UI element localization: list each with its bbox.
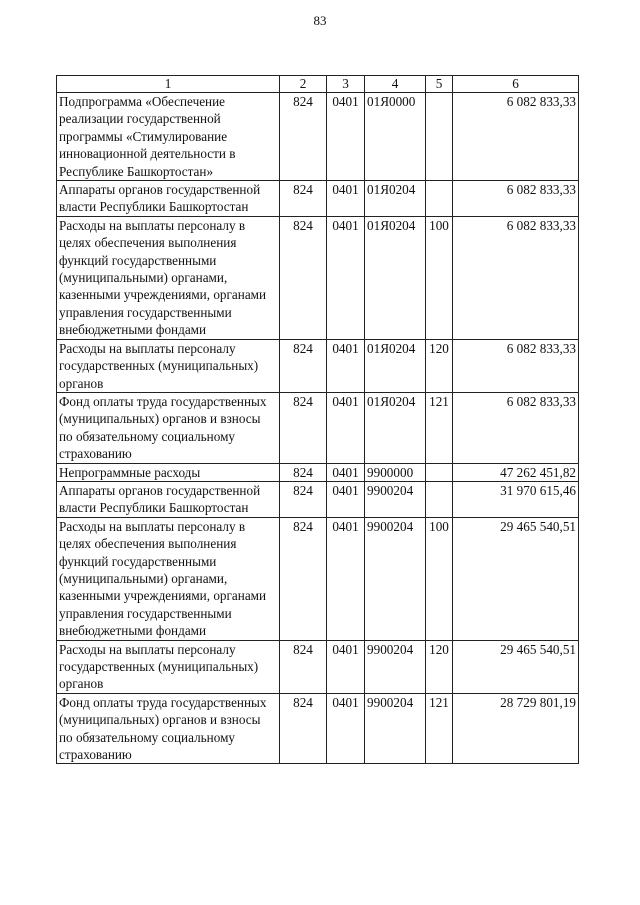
row-gr: 824 <box>280 392 327 463</box>
row-sum: 6 082 833,33 <box>453 181 579 217</box>
row-name: Непрограммные расходы <box>57 463 280 481</box>
row-rz: 0401 <box>327 392 365 463</box>
table-row <box>57 392 579 463</box>
row-sum: 29 465 540,51 <box>453 640 579 693</box>
row-name: Аппараты органов государственной власти Республики Башкортостан <box>57 481 280 517</box>
row-rz: 0401 <box>327 339 365 392</box>
row-cs: 9900204 <box>365 693 426 764</box>
row-cs: 01Я0204 <box>365 216 426 339</box>
row-rz: 0401 <box>327 640 365 693</box>
row-cs: 01Я0204 <box>365 181 426 217</box>
table-row <box>57 181 579 217</box>
row-name: Фонд оплаты труда государственных (муниципальных) органов и взносы по обязательному социальному страхованию <box>57 693 280 764</box>
row-cs: 9900204 <box>365 517 426 640</box>
row-gr: 824 <box>280 216 327 339</box>
row-cs: 01Я0204 <box>365 339 426 392</box>
column-header: 6 <box>453 76 579 93</box>
row-name: Подпрограмма «Обеспечение реализации государственной программы «Стимулирование инновационной деятельности в Республике Башкортостан» <box>57 93 280 181</box>
row-cs: 01Я0000 <box>365 93 426 181</box>
row-sum: 6 082 833,33 <box>453 339 579 392</box>
table-row <box>57 463 579 481</box>
budget-table <box>56 75 579 764</box>
row-sum: 6 082 833,33 <box>453 392 579 463</box>
table-row <box>57 93 579 181</box>
row-cs: 01Я0204 <box>365 392 426 463</box>
row-gr: 824 <box>280 339 327 392</box>
row-gr: 824 <box>280 463 327 481</box>
row-gr: 824 <box>280 640 327 693</box>
row-vr <box>426 481 453 517</box>
row-name: Фонд оплаты труда государственных (муниципальных) органов и взносы по обязательному социальному страхованию <box>57 392 280 463</box>
row-vr: 120 <box>426 339 453 392</box>
row-sum: 28 729 801,19 <box>453 693 579 764</box>
row-sum: 6 082 833,33 <box>453 93 579 181</box>
column-header: 4 <box>365 76 426 93</box>
row-rz: 0401 <box>327 93 365 181</box>
row-name: Расходы на выплаты персоналу в целях обеспечения выполнения функций государственными (муниципальными) органами, казенными учреждениями, органами управления государственными внебюджетными фондами <box>57 517 280 640</box>
row-sum: 47 262 451,82 <box>453 463 579 481</box>
column-header: 1 <box>57 76 280 93</box>
row-rz: 0401 <box>327 463 365 481</box>
row-sum: 31 970 615,46 <box>453 481 579 517</box>
table-row <box>57 481 579 517</box>
row-vr: 100 <box>426 517 453 640</box>
row-name: Расходы на выплаты персоналу в целях обеспечения выполнения функций государственными (муниципальными) органами, казенными учреждениями, органами управления государственными внебюджетными фондами <box>57 216 280 339</box>
table-row <box>57 339 579 392</box>
row-gr: 824 <box>280 517 327 640</box>
row-cs: 9900204 <box>365 640 426 693</box>
row-rz: 0401 <box>327 216 365 339</box>
row-name: Расходы на выплаты персоналу государственных (муниципальных) органов <box>57 339 280 392</box>
row-gr: 824 <box>280 693 327 764</box>
table-row <box>57 693 579 764</box>
row-vr: 120 <box>426 640 453 693</box>
row-vr: 100 <box>426 216 453 339</box>
row-vr <box>426 93 453 181</box>
row-rz: 0401 <box>327 181 365 217</box>
row-cs: 9900000 <box>365 463 426 481</box>
row-gr: 824 <box>280 181 327 217</box>
column-header: 2 <box>280 76 327 93</box>
row-vr <box>426 463 453 481</box>
row-sum: 29 465 540,51 <box>453 517 579 640</box>
table-row <box>57 517 579 640</box>
page-number: 83 <box>313 13 327 28</box>
table-row <box>57 216 579 339</box>
row-name: Аппараты органов государственной власти Республики Башкортостан <box>57 181 280 217</box>
column-header: 3 <box>327 76 365 93</box>
row-vr <box>426 181 453 217</box>
row-rz: 0401 <box>327 693 365 764</box>
row-cs: 9900204 <box>365 481 426 517</box>
row-gr: 824 <box>280 93 327 181</box>
row-rz: 0401 <box>327 481 365 517</box>
table-header-row <box>57 76 579 93</box>
row-vr: 121 <box>426 693 453 764</box>
table-row <box>57 640 579 693</box>
row-rz: 0401 <box>327 517 365 640</box>
row-vr: 121 <box>426 392 453 463</box>
row-gr: 824 <box>280 481 327 517</box>
column-header: 5 <box>426 76 453 93</box>
row-name: Расходы на выплаты персоналу государственных (муниципальных) органов <box>57 640 280 693</box>
row-sum: 6 082 833,33 <box>453 216 579 339</box>
